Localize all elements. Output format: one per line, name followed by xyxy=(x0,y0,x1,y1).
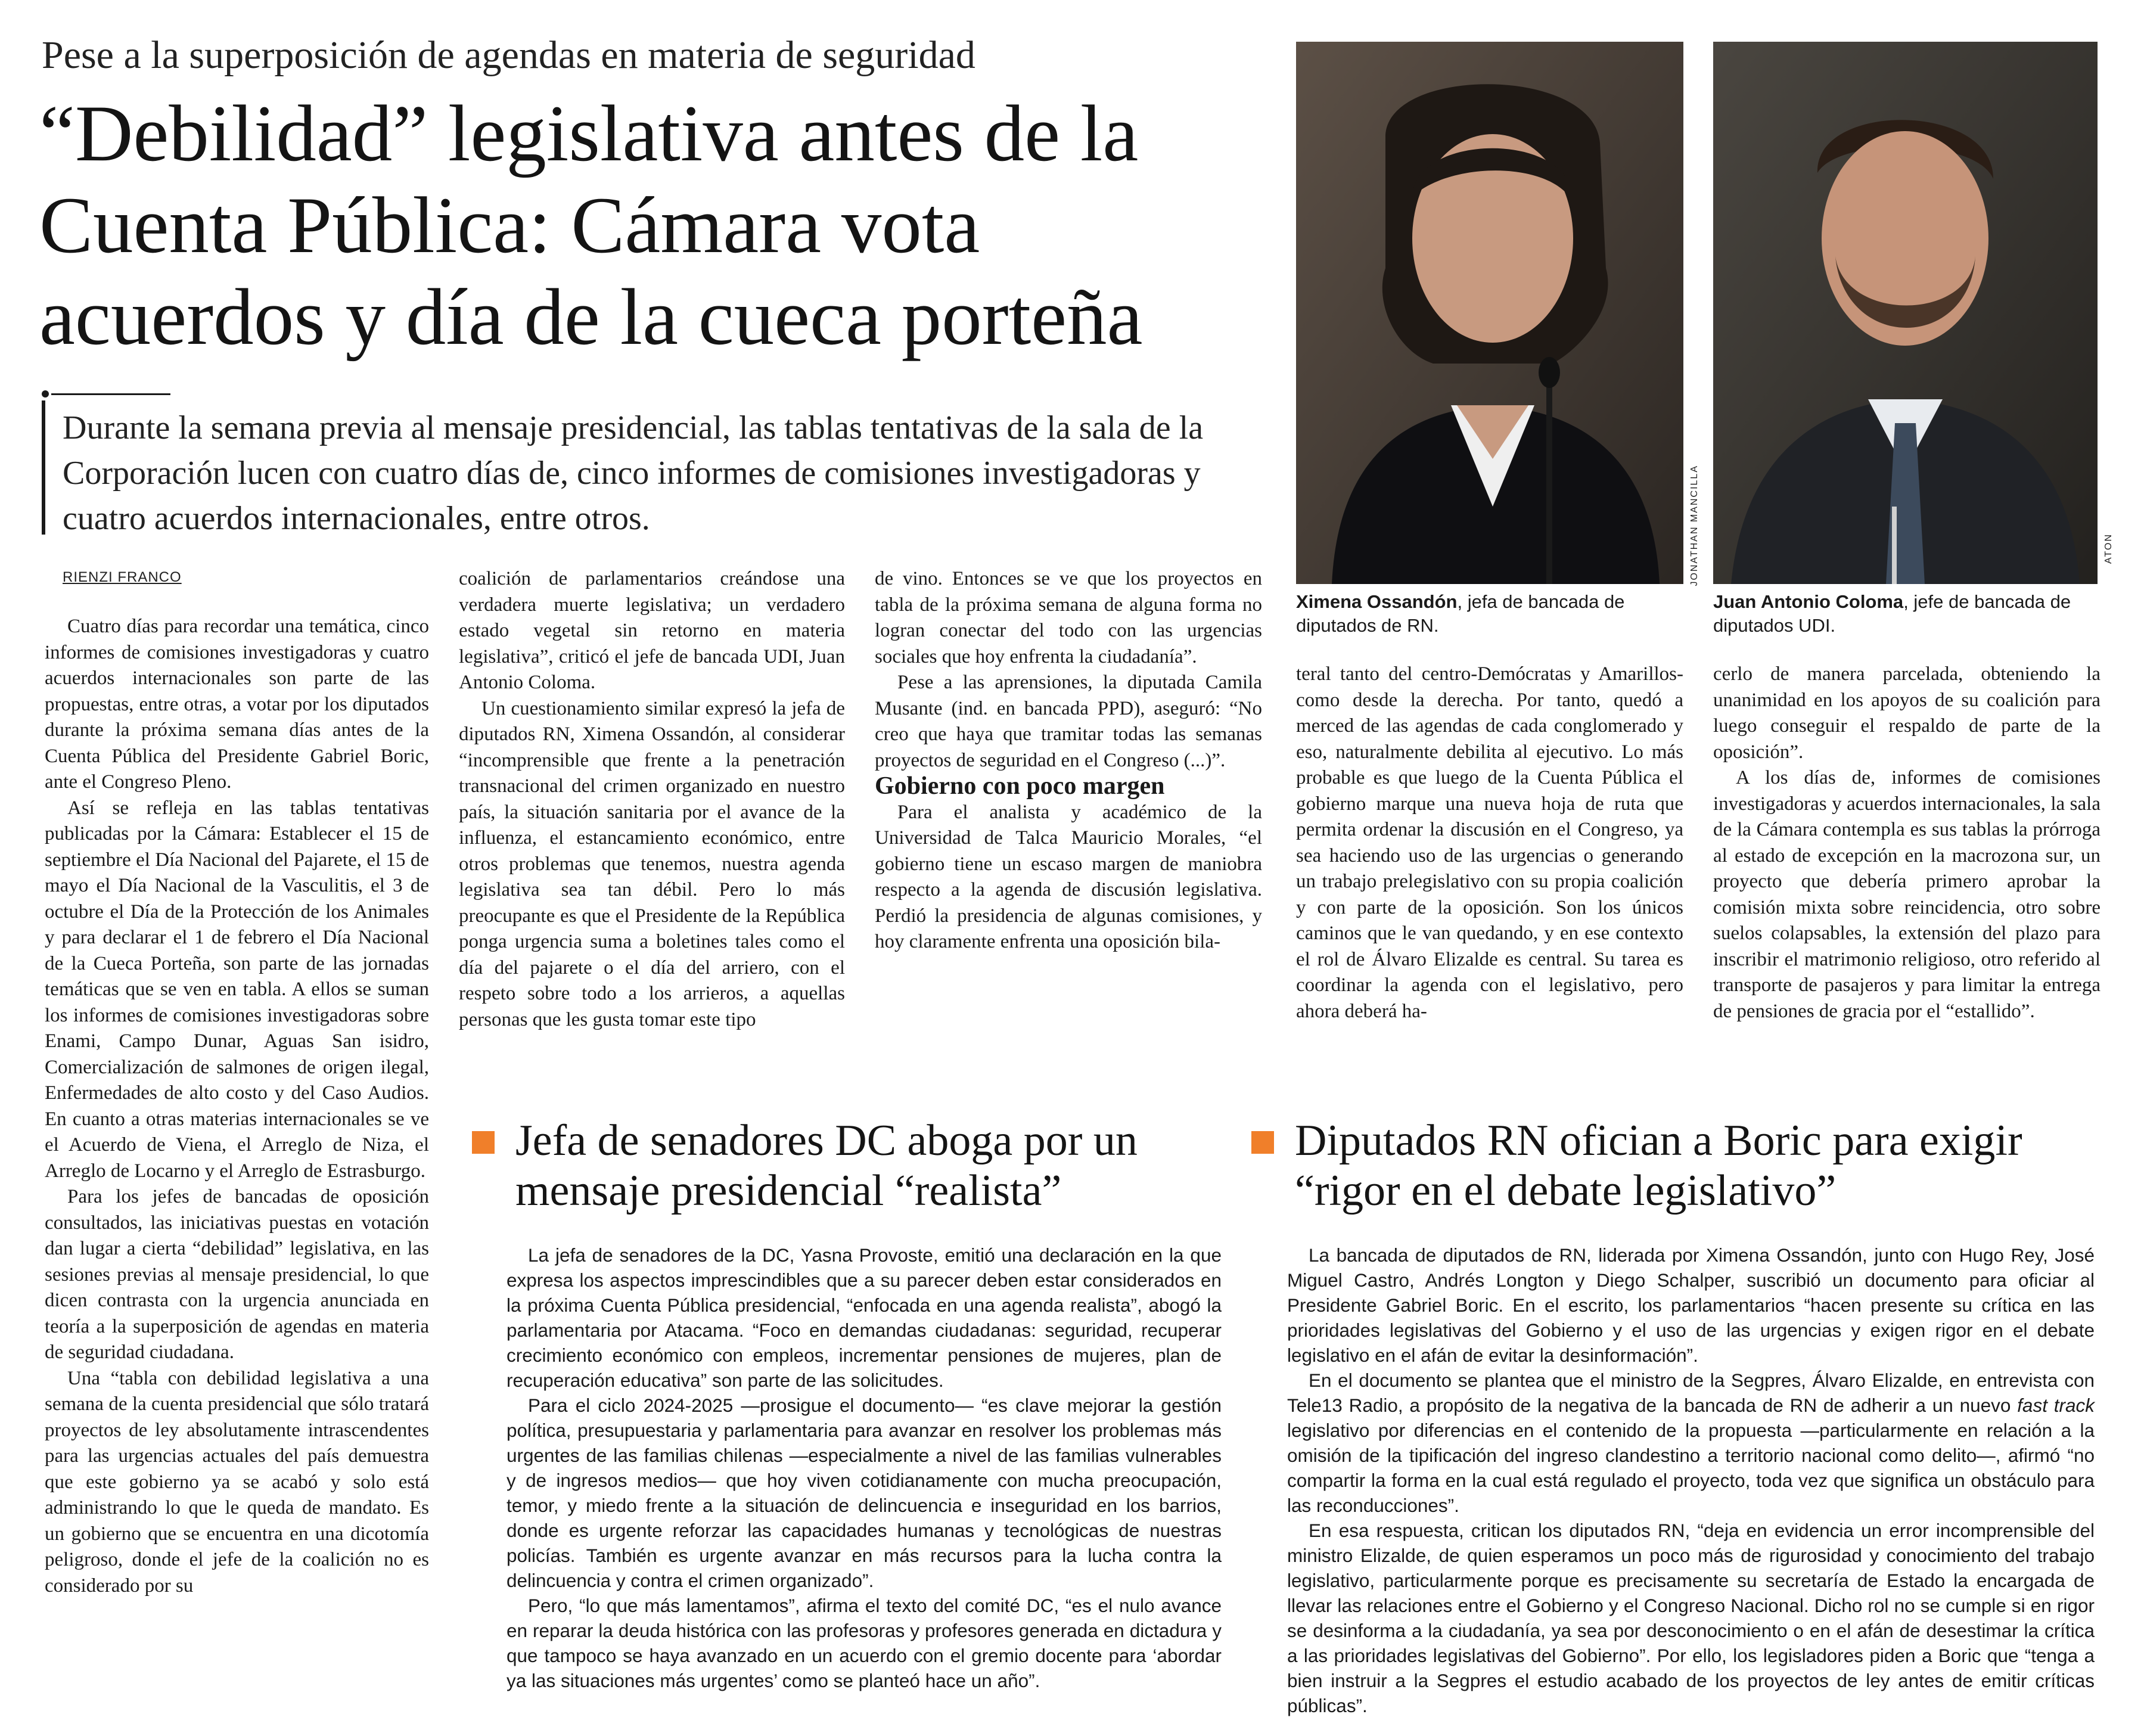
rule-line xyxy=(51,393,170,395)
section-marker xyxy=(1251,1131,1274,1154)
headline: “Debilidad” legislativa antes de la Cuenta Pública: Cámara vota acuerdos y día de la cueca porteña xyxy=(39,89,1143,362)
deck: Durante la semana previa al mensaje presidencial, las tablas tentativas de la sala de la Corporación lucen con cuatro días de, cinco informes de comisiones investigadoras y cuatro acuerdos internacionales, entre otros. xyxy=(63,409,1204,537)
photo-caption xyxy=(1296,590,1689,638)
paragraph: coalición de parlamentarios creándose una verdadera muerte legislativa; un verdadero estado vegetal sin retorno en materia legislativa”, criticó el jefe de bancada UDI, Juan Antonio Coloma. xyxy=(459,568,845,693)
portrait-man-image xyxy=(1713,42,2098,584)
text-run: legislativo por diferencias en el contenido de la propuesta —particularmente en relación a la omisión de la tipificación del ingreso clandestino a territorio nacional como delito—, afirmó “no compartir la forma en la cual está regulado el proyecto, toda vez que significa un obstáculo para las reconducciones”. xyxy=(1287,1420,2095,1516)
byline: RIENZI FRANCO xyxy=(63,569,182,585)
article-column-5 xyxy=(1713,662,2101,1024)
photo-credit: JONATHAN MANCILLA xyxy=(1689,465,1699,586)
paragraph xyxy=(1287,1368,2095,1518)
sidebar-headline: Diputados RN ofician a Boric para exigir “rigor en el debate legislativo” xyxy=(1295,1116,2022,1215)
paragraph: Para los jefes de bancadas de oposición consultados, las iniciativas puestas en votación dan lugar a cierta “debilidad” legislativa, en las sesiones previas al mensaje presidencial, lo que dicen contrasta con la urgencia anunciada en teoría a la superposición de agendas en materia de seguridad ciudadana. xyxy=(45,1186,429,1363)
caption-text: , jefe de bancada de diputados UDI. xyxy=(1713,591,2071,636)
caption-name: Ximena Ossandón xyxy=(1296,591,1458,612)
article-column-1 xyxy=(45,614,429,1599)
paragraph: teral tanto del centro-Demócratas y Amarillos- como desde la derecha. Por tanto, quedó a merced de las agendas de cada conglomerado y eso, naturalmente debilita al ejecutivo. Lo más probable es que luego de la Cuenta Pública el gobierno marque una nueva hoja de ruta que permita ordenar la discusión en el Congreso, ya sea haciendo uso de las urgencias o generando un trabajo prelegislativo con su propia coalición y con parte de la oposición. Son los únicos caminos que le van quedando, y en ese contexto el rol de Álvaro Elizalde es central. Su tarea es coordinar la agenda con el legislativo, pero ahora deberá ha- xyxy=(1296,663,1683,1022)
subheading: Gobierno con poco margen xyxy=(875,772,1165,800)
paragraph: Pero, “lo que más lamentamos”, afirma el texto del comité DC, “es el nulo avance en reparar la deuda histórica con las profesoras y profesores generada en dictadura y que tampoco se haya avanzado en un acuerdo con el gremio docente para ‘abordar ya las situaciones más urgentes’ como se planteó hace un año”. xyxy=(507,1595,1222,1691)
rule-dot xyxy=(42,390,49,397)
paragraph: A los días de, informes de comisiones investigadoras y acuerdos internacionales, la sala de la Cámara contempla es sus tablas la prórroga al estado de excepción en la macrozona sur, un proyecto que debería primero aprobar la comisión mixta sobre reincidencia, otro sobre suelos colapsables, la extensión del plazo para inscribir el matrimonio religioso, otro referido al transporte de pasajeros y para limitar la entrega de pensiones de gracia por el “estallido”. xyxy=(1713,767,2101,1022)
paragraph: La jefa de senadores de la DC, Yasna Provoste, emitió una declaración en la que expresa los aspectos imprescindibles que a su parecer deben estar considerados en la próxima Cuenta Pública presidencial, “enfocada en una agenda realista”, abogó la parlamentaria por Atacama. “Foco en demandas ciudadanas: seguridad, recuperar crecimiento económico con empleos, incrementar pensiones de mujeres, plan de recuperación educativa” son parte de las solicitudes. xyxy=(507,1244,1222,1391)
section-marker xyxy=(472,1131,495,1154)
text-run: En el documento se plantea que el ministro de la Segpres, Álvaro Elizalde, en entrevista con Tele13 Radio, a propósito de la negativa de la bancada de RN de adherir a un nuevo xyxy=(1287,1369,2095,1416)
deck-bar xyxy=(42,400,45,535)
text-run-italic: fast track xyxy=(2017,1395,2095,1416)
kicker: Pese a la superposición de agendas en materia de seguridad xyxy=(42,33,975,77)
article-column-3 xyxy=(875,566,1262,955)
portrait-woman-image xyxy=(1296,42,1683,584)
paragraph: En esa respuesta, critican los diputados RN, “deja en evidencia un error incomprensible del ministro Elizalde, de quien esperamos un poco más de rigurosidad y conocimiento del trabajo legislativo, particularmente porque es precisamente su secretaría de Estado la encargada de llevar las relaciones entre el Gobierno y el Congreso Nacional. Dicho rol no se cumple si en rigor se desinforma a la ciudadanía, ya sea por desconocimiento o en el afán de desestimar la crítica a las prioridades legislativas del Gobierno”. Por ello, los legisladores piden a Boric que “tenga a bien instruir a la Segpres el estudio acabado de los proyectos de ley antes de emitir críticas públicas”. xyxy=(1287,1520,2095,1716)
paragraph: de vino. Entonces se ve que los proyectos en tabla de la próxima semana de alguna forma no logran conectar del todo con las urgencias sociales que hoy enfrenta la ciudadanía”. xyxy=(875,568,1262,667)
photo-juan-antonio-coloma xyxy=(1713,42,2098,584)
paragraph: Para el ciclo 2024-2025 —prosigue el documento— “es clave mejorar la gestión política, presupuestaria y parlamentaria para avanzar en resolver los problemas más urgentes de las familias chilenas —especialmente a nivel de las familias vulnerables y de ingresos medios— que hoy viven cotidianamente con mucha preocupación, temor, y miedo frente a la situación de delincuencia e inseguridad en los barrios, donde es urgente reforzar las capacidades humanas y tecnológicas de nuestras policías. También es urgente avanzar en más recursos para la lucha contra la delincuencia y contra el crimen organizado”. xyxy=(507,1395,1222,1591)
paragraph: Para el analista y académico de la Universidad de Talca Mauricio Morales, “el gobierno tiene un escaso margen de maniobra respecto a la agenda de discusión legislativa. Perdió la presidencia de algunas comisiones, y hoy claramente enfrenta una oposición bila- xyxy=(875,801,1262,952)
photo-caption xyxy=(1713,590,2103,638)
paragraph: La bancada de diputados de RN, liderada por Ximena Ossandón, junto con Hugo Rey, José Miguel Castro, Andrés Longton y Diego Schalper, suscribió un documento para oficiar al Presidente Gabriel Boric. En el escrito, los parlamentarios “hacen presente su crítica en las prioridades legislativas del Gobierno y el uso de las urgencias y exigen rigor en el debate legislativo en el afán de evitar la desinformación”. xyxy=(1287,1244,2095,1366)
caption-name: Juan Antonio Coloma xyxy=(1713,591,1904,612)
paragraph: Así se refleja en las tablas tentativas publicadas por la Cámara: Establecer el 15 de septiembre el Día Nacional del Pajarete, el 15 de mayo el Día Nacional de la Vasculitis, el 3 de octubre el Día de la Protección de los Animales y para declarar el 1 de febrero el Día Nacional de la Cueca Porteña, son parte de las jornadas temáticas que se ven en tabla. A ellos se suman los informes de comisiones investigadoras sobre Enami, Campo Dunar, Aguas San isidro, Comercialización de salmones de origen ilegal, Enfermedades de alto costo y del Caso Audios. En cuanto a otras materias internacionales se ve el Acuerdo de Viena, el Arreglo de Niza, el Arreglo de Locarno y el Arreglo de Estrasburgo. xyxy=(45,797,429,1182)
paragraph: Un cuestionamiento similar expresó la jefa de diputados RN, Ximena Ossandón, al considerar “incomprensible que frente a la penetración transnacional del crimen organizado en nuestro país, la situación sanitaria por el avance de la influenza, el estancamiento económico, entre otros problemas que tenemos, nuestra agenda legislativa sea tan débil. Pero lo más preocupante es que el Presidente de la República ponga urgencia suma a boletines tales como el día del pajarete o el día del arriero, con el respeto sobre todo a los arrieros, a aquellas personas que les gusta tomar este tipo xyxy=(459,697,845,1030)
article-column-2 xyxy=(459,566,845,1033)
paragraph: Una “tabla con debilidad legislativa a una semana de la cuenta presidencial que sólo tratará proyectos de ley absolutamente intrascendentes para las urgencias actuales del país demuestra que este gobierno ya se acabó y solo está administrando lo que le queda de mandato. Es un gobierno que se encuentra en una dicotomía peligroso, donde el jefe de la coalición no es considerado por su xyxy=(45,1367,429,1597)
photo-ximena-ossandon xyxy=(1296,42,1683,584)
paragraph: Cuatro días para recordar una temática, cinco informes de comisiones investigadoras y cuatro acuerdos internacionales son parte de las propuestas, entre otras, a votar por los diputados durante la próxima semana días antes de la Cuenta Pública del Presidente Gabriel Boric, ante el Congreso Pleno. xyxy=(45,616,429,793)
sidebar-headline: Jefa de senadores DC aboga por un mensaje presidencial “realista” xyxy=(515,1116,1138,1215)
sidebar-article-1 xyxy=(507,1243,1222,1693)
paragraph: Pese a las aprensiones, la diputada Camila Musante (ind. en bancada PPD), aseguró: “No creo que haya que tramitar todas las semanas proyectos de seguridad en el Congreso (...)”. xyxy=(875,672,1262,771)
paragraph: cerlo de manera parcelada, obteniendo la unanimidad en los apoyos de su coalición para luego conseguir el respaldo de parte de la oposición”. xyxy=(1713,663,2101,763)
article-column-4 xyxy=(1296,662,1683,1024)
caption-text: , jefa de bancada de diputados de RN. xyxy=(1296,591,1625,636)
photo-credit: ATON xyxy=(2103,533,2114,564)
sidebar-article-2 xyxy=(1287,1243,2095,1718)
